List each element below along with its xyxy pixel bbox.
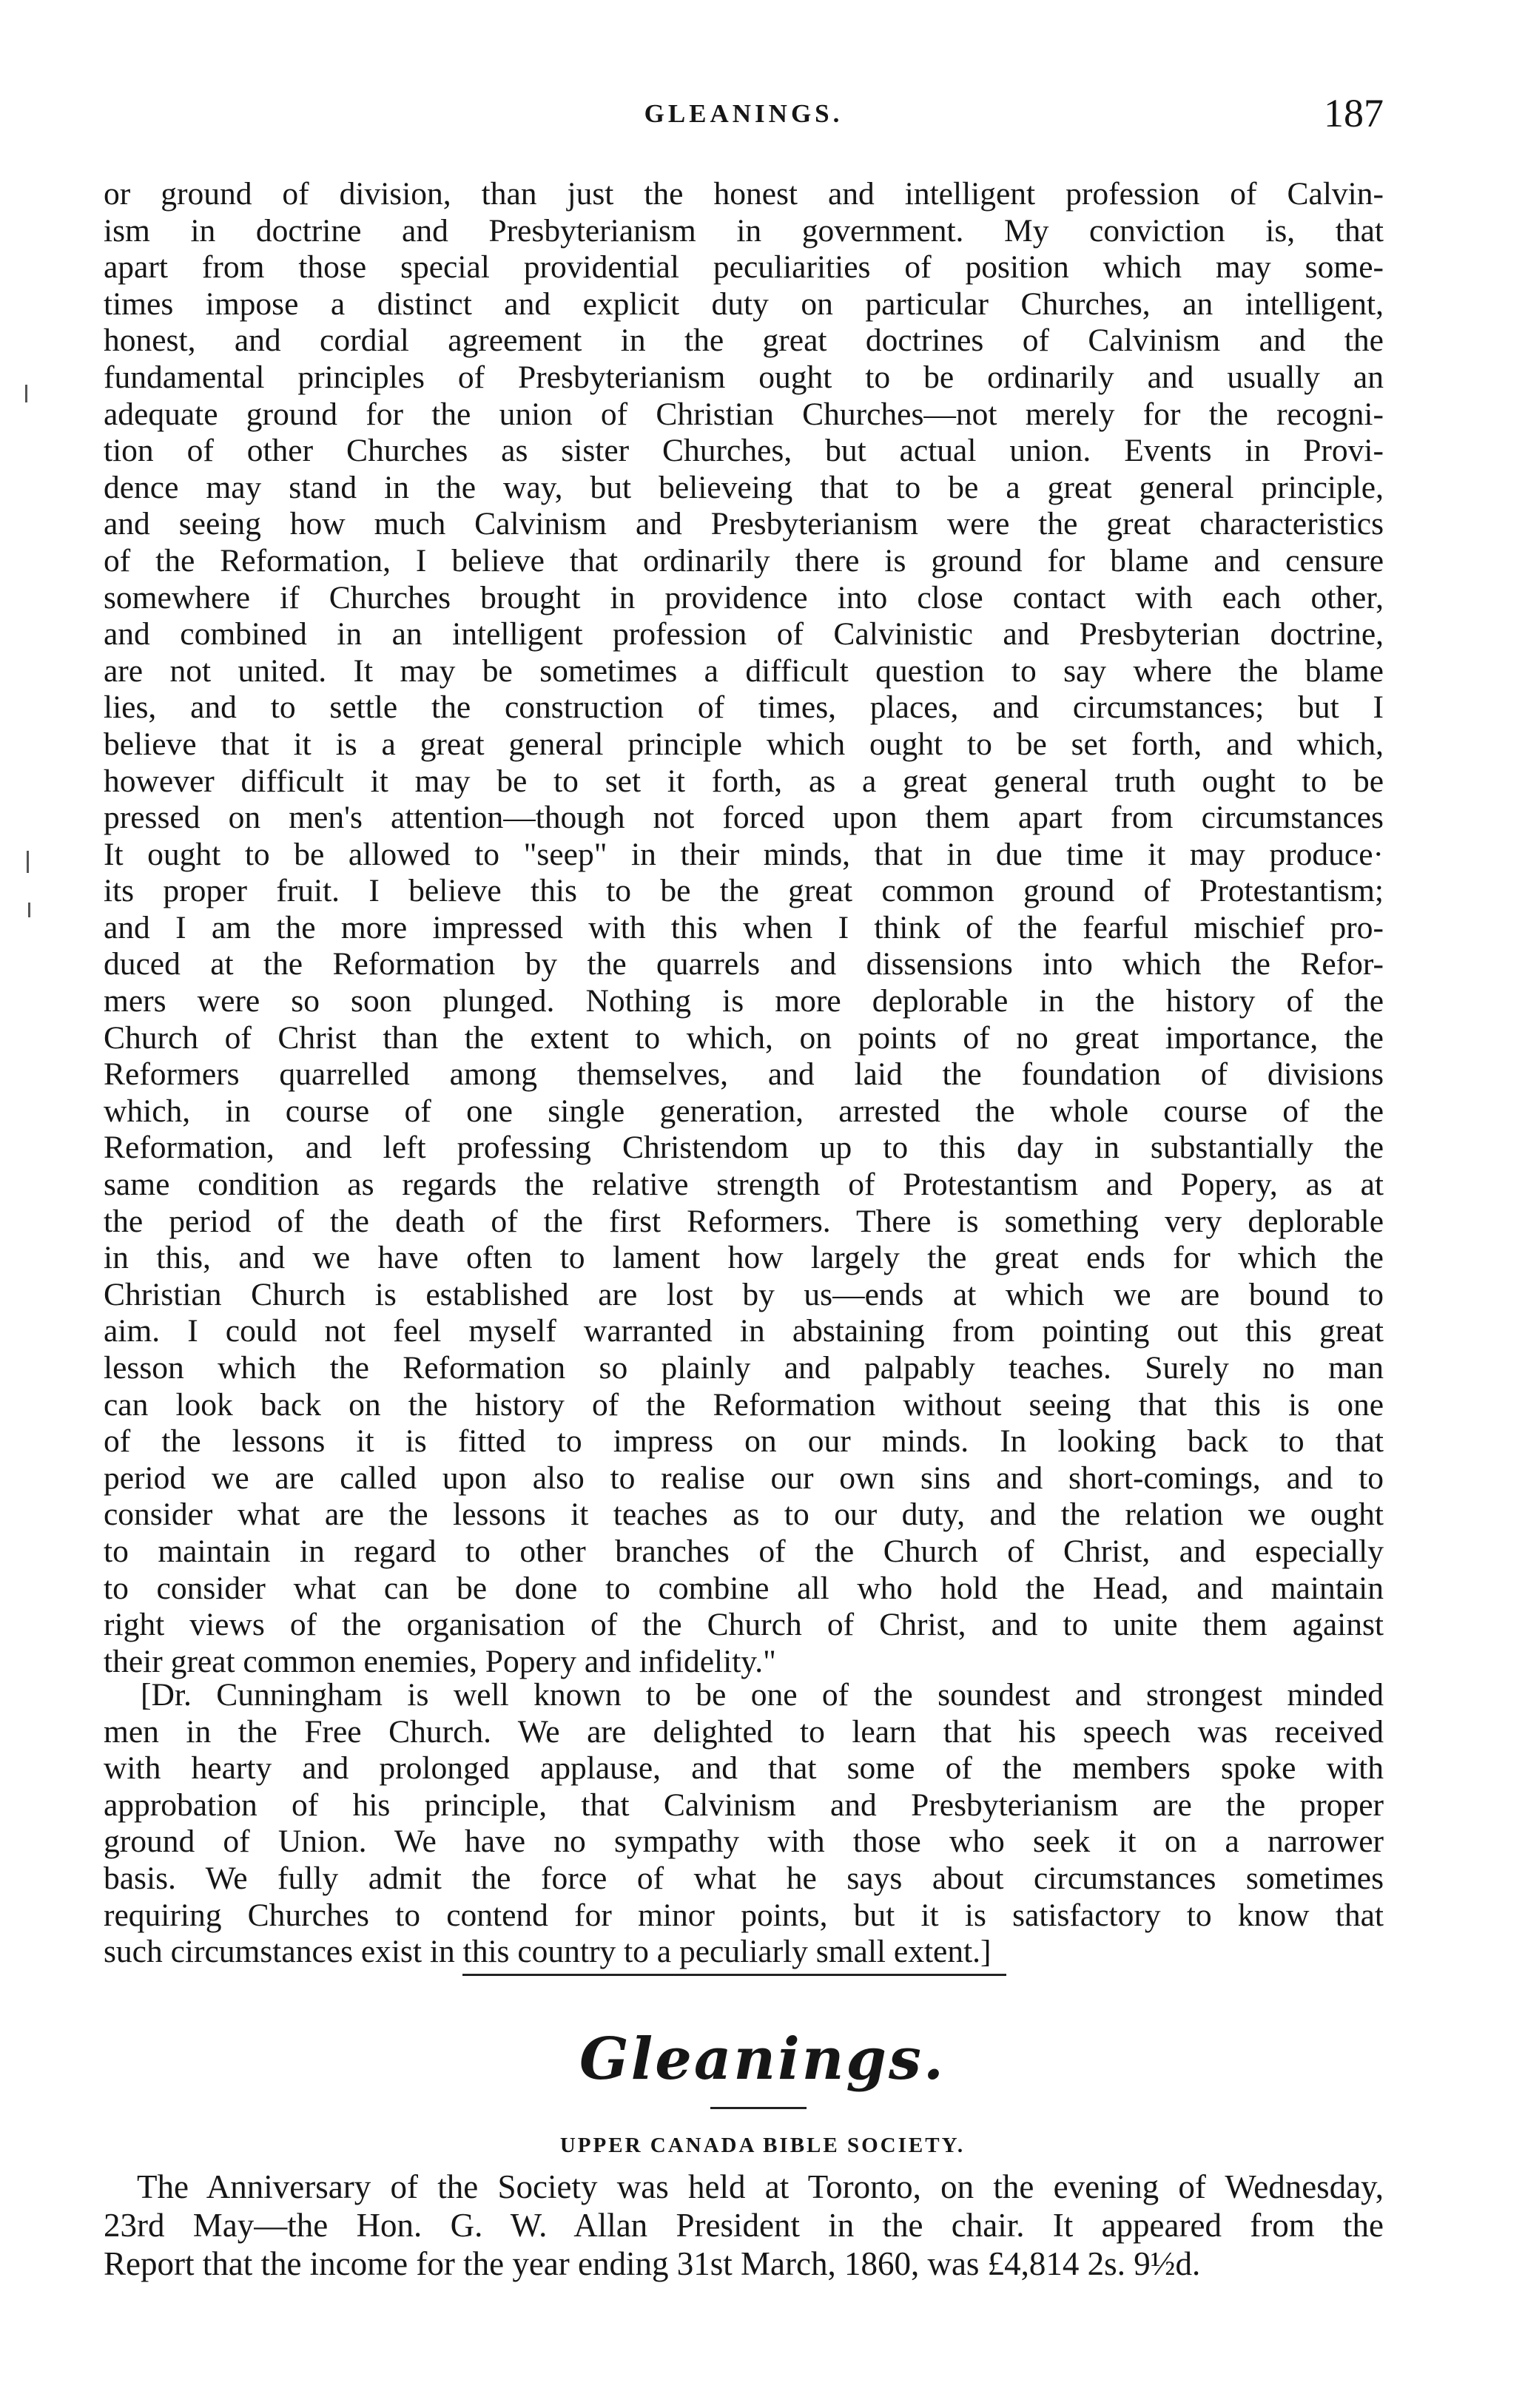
text-line: to consider what can be done to combine all who hold the Head, and maintain: [104, 1570, 1384, 1606]
section-divider: [462, 1974, 1006, 1976]
text-line: its proper fruit. I believe this to be the great common ground of Protestantism;: [104, 873, 1384, 909]
text-line: men in the Free Church. We are delighted to learn that his speech was received: [104, 1713, 1384, 1750]
running-head: [104, 91, 1384, 139]
text-line: It ought to be allowed to "seep" in their minds, that in due time it may produce·: [104, 836, 1384, 872]
text-line: ism in doctrine and Presbyterianism in government. My conviction is, that: [104, 212, 1384, 249]
margin-mark: [28, 903, 30, 917]
text-line: same condition as regards the relative strength of Protestantism and Popery, as at: [104, 1167, 1384, 1203]
text-line: Report that the income for the year ending 31st March, 1860, was £4,814 2s. 9½d.: [104, 2245, 1201, 2282]
text-line: such circumstances exist in this country to a peculiarly small extent.]: [104, 1934, 992, 1970]
text-line: Reformation, and left professing Christendom up to this day in substantially the: [104, 1130, 1384, 1166]
editor-note: [104, 1677, 1384, 1971]
text-line: and seeing how much Calvinism and Presbyterianism were the great characteristics: [104, 506, 1384, 542]
margin-mark: [25, 385, 27, 402]
margin-mark: [27, 851, 29, 873]
text-line: the period of the death of the first Reformers. There is something very deplorable: [104, 1203, 1384, 1239]
text-line: period we are called upon also to realise our own sins and short-comings, and to: [104, 1460, 1384, 1496]
section-heading: Gleanings.: [579, 2026, 946, 2093]
body-text: [104, 176, 1384, 1680]
running-title: GLEANINGS.: [644, 99, 844, 128]
text-line: requiring Churches to contend for minor points, but it is satisfactory to know that: [104, 1897, 1384, 1933]
text-line: pressed on men's attention—though not forced upon them apart from circumstances: [104, 800, 1384, 836]
text-line: basis. We fully admit the force of what he says about circumstances sometimes: [104, 1860, 1384, 1896]
text-line: times impose a distinct and explicit duty on particular Churches, an intelligent,: [104, 286, 1384, 322]
text-line: right views of the organisation of the Church of Christ, and to unite them against: [104, 1607, 1384, 1643]
text-line: Reformers quarrelled among themselves, and laid the foundation of divisions: [104, 1056, 1384, 1093]
text-line: however difficult it may be to set it forth, as a great general truth ought to be: [104, 763, 1384, 799]
text-line: Church of Christ than the extent to which, on points of no great importance, the: [104, 1019, 1384, 1056]
text-line: their great common enemies, Popery and infidelity.": [104, 1643, 776, 1679]
heading-underline: [710, 2107, 807, 2109]
text-line: and I am the more impressed with this when I think of the fearful mischief pro-: [104, 909, 1384, 945]
text-line: The Anniversary of the Society was held at Toronto, on the evening of Wednesday,: [137, 2168, 1384, 2205]
text-line: tion of other Churches as sister Churches, but actual union. Events in Provi-: [104, 433, 1384, 469]
text-line: aim. I could not feel myself warranted in abstaining from pointing out this great: [104, 1313, 1384, 1349]
text-line: Christian Church is established are lost by us—ends at which we are bound to: [104, 1276, 1384, 1312]
section-subheading: UPPER CANADA BIBLE SOCIETY.: [559, 2134, 966, 2157]
page-number: 187: [1324, 91, 1384, 135]
text-line: mers were so soon plunged. Nothing is more deplorable in the history of the: [104, 983, 1384, 1019]
text-line: somewhere if Churches brought in providence into close contact with each other,: [104, 579, 1384, 616]
text-line: can look back on the history of the Reformation without seeing that this is one: [104, 1386, 1384, 1423]
text-line: ground of Union. We have no sympathy with those who seek it on a narrower: [104, 1824, 1384, 1860]
text-line: [Dr. Cunningham is well known to be one of the soundest and strongest minded: [141, 1677, 1384, 1713]
text-line: believe that it is a great general principle which ought to be set forth, and which,: [104, 726, 1384, 762]
text-line: lies, and to settle the construction of times, places, and circumstances; but I: [104, 689, 1384, 726]
text-line: approbation of his principle, that Calvinism and Presbyterianism are the proper: [104, 1787, 1384, 1823]
text-line: fundamental principles of Presbyterianism ought to be ordinarily and usually an: [104, 359, 1384, 395]
text-line: which, in course of one single generation, arrested the whole course of the: [104, 1093, 1384, 1129]
text-line: 23rd May—the Hon. G. W. Allan President in the chair. It appeared from the: [104, 2207, 1384, 2244]
news-text: [104, 2168, 1384, 2283]
text-line: honest, and cordial agreement in the great doctrines of Calvinism and the: [104, 323, 1384, 359]
text-line: adequate ground for the union of Christian Churches—not merely for the recogni-: [104, 396, 1384, 432]
text-line: apart from those special providential peculiarities of position which may some-: [104, 249, 1384, 286]
text-line: are not united. It may be sometimes a difficult question to say where the blame: [104, 652, 1384, 689]
text-line: to maintain in regard to other branches of the Church of Christ, and especially: [104, 1533, 1384, 1569]
text-line: or ground of division, than just the honest and intelligent profession of Calvin-: [104, 176, 1384, 212]
text-line: consider what are the lessons it teaches as to our duty, and the relation we ought: [104, 1497, 1384, 1533]
text-line: in this, and we have often to lament how largely the great ends for which the: [104, 1240, 1384, 1276]
text-line: lesson which the Reformation so plainly and palpably teaches. Surely no man: [104, 1350, 1384, 1386]
text-line: of the Reformation, I believe that ordinarily there is ground for blame and censure: [104, 542, 1384, 579]
text-line: with hearty and prolonged applause, and that some of the members spoke with: [104, 1750, 1384, 1787]
text-line: and combined in an intelligent profession of Calvinistic and Presbyterian doctrine,: [104, 616, 1384, 652]
text-line: dence may stand in the way, but believeing that to be a great general principle,: [104, 469, 1384, 505]
text-line: of the lessons it is fitted to impress on our minds. In looking back to that: [104, 1423, 1384, 1460]
text-line: duced at the Reformation by the quarrels and dissensions into which the Refor-: [104, 946, 1384, 982]
